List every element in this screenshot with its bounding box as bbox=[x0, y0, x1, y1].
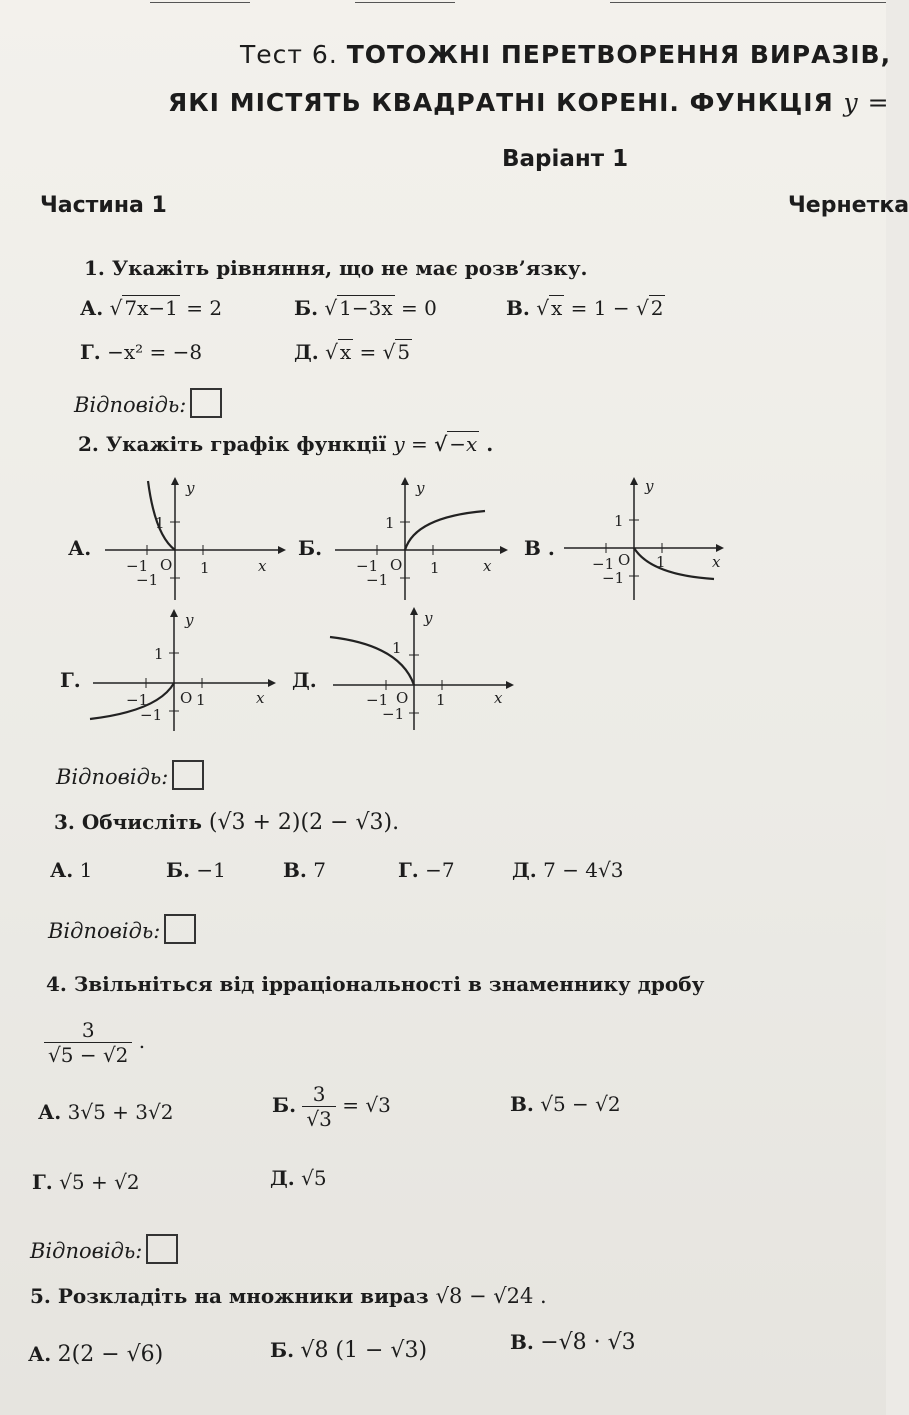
q4-option-d: Г. √5 + √2 bbox=[32, 1170, 140, 1194]
q1-answer-box[interactable] bbox=[190, 388, 222, 418]
question-3-text: 3. Обчисліть (√3 + 2)(2 − √3). bbox=[54, 810, 400, 835]
q3-option-d: Г. −7 bbox=[398, 858, 455, 882]
label-y: y bbox=[186, 479, 195, 497]
q3-option-c: В. 7 bbox=[283, 858, 326, 882]
question-5-text: 5. Розкладіть на множники вираз √8 − √24 . bbox=[30, 1284, 547, 1308]
label-1-x: 1 bbox=[436, 691, 446, 709]
q4-option-a: А. 3√5 + 3√2 bbox=[38, 1100, 174, 1124]
q2-answer-box[interactable] bbox=[172, 760, 204, 790]
label-origin: O bbox=[396, 689, 409, 707]
label-1-x: 1 bbox=[430, 559, 440, 577]
question-1-text: 1. Укажіть рівняння, що не має розв’язку. bbox=[84, 256, 588, 280]
label-1: 1 bbox=[155, 514, 165, 532]
label-neg1: −1 bbox=[356, 557, 379, 575]
q4-option-c: В. √5 − √2 bbox=[510, 1092, 621, 1116]
q1-option-c: В. √ x = 1 − √ 2 bbox=[506, 296, 664, 320]
q4-answer-box[interactable] bbox=[146, 1234, 178, 1264]
header-rule bbox=[355, 2, 455, 3]
q4-answer: Відповідь: bbox=[30, 1234, 178, 1264]
graph-e-label: Д. bbox=[292, 668, 317, 692]
label-neg1: −1 bbox=[126, 557, 149, 575]
label-1: 1 bbox=[392, 639, 402, 657]
q1-option-e: Д. √ x = √ 5 bbox=[294, 340, 411, 364]
label-neg1: −1 bbox=[366, 691, 389, 709]
q4-fraction: $\frac{3}{√5 - √2}$ . bbox=[44, 1018, 145, 1067]
label-y: y bbox=[416, 479, 425, 497]
x-axis-arrow bbox=[500, 546, 508, 554]
label-x: x bbox=[494, 689, 503, 707]
q1-option-d: Г. −x² = −8 bbox=[80, 340, 203, 364]
q5-option-b: Б. √8 (1 − √3) bbox=[270, 1338, 428, 1363]
label-1: 1 bbox=[385, 514, 395, 532]
label-1: 1 bbox=[614, 512, 624, 530]
label-neg1-y: −1 bbox=[602, 569, 625, 587]
graph-e[interactable] bbox=[328, 605, 528, 735]
q1-option-b: Б. √ 1−3x = 0 bbox=[294, 296, 437, 320]
graph-c[interactable] bbox=[556, 475, 736, 605]
label-neg1-y: −1 bbox=[382, 705, 405, 723]
variant-label: Варіант 1 bbox=[502, 146, 629, 172]
y-axis-arrow bbox=[170, 609, 178, 617]
q3-option-a: А. 1 bbox=[50, 858, 93, 882]
label-y: y bbox=[424, 609, 433, 627]
q3-answer-box[interactable] bbox=[164, 914, 196, 944]
label-origin: O bbox=[618, 551, 631, 569]
question-4-text: 4. Звільніться від ірраціональності в знаменнику дробу bbox=[46, 972, 705, 996]
label-neg1-y: −1 bbox=[140, 706, 163, 724]
label-1-x: 1 bbox=[196, 691, 206, 709]
y-axis-arrow bbox=[410, 607, 418, 615]
label-1-x: 1 bbox=[656, 553, 666, 571]
x-axis-arrow bbox=[716, 544, 724, 552]
label-x: x bbox=[256, 689, 265, 707]
y-axis-arrow bbox=[401, 477, 409, 485]
q3-answer: Відповідь: bbox=[48, 914, 196, 944]
part-label: Частина 1 bbox=[40, 193, 167, 218]
label-origin: O bbox=[390, 556, 403, 574]
test-title-line1 bbox=[240, 40, 891, 69]
label-origin: O bbox=[180, 689, 193, 707]
x-axis-arrow bbox=[506, 681, 514, 689]
label-neg1-y: −1 bbox=[136, 571, 159, 589]
label-origin: O bbox=[160, 556, 173, 574]
q2-answer: Відповідь: bbox=[56, 760, 204, 790]
graph-a[interactable] bbox=[100, 475, 300, 605]
q1-answer: Відповідь: bbox=[74, 388, 222, 418]
q4-option-e: Д. √5 bbox=[270, 1166, 327, 1190]
graph-c-curve bbox=[634, 548, 714, 579]
test-title-line2 bbox=[168, 88, 890, 117]
label-1: 1 bbox=[154, 645, 164, 663]
draft-label: Чернетка bbox=[788, 193, 909, 218]
graph-b[interactable] bbox=[330, 475, 530, 605]
label-y: y bbox=[185, 611, 194, 629]
label-x: x bbox=[258, 557, 267, 575]
label-x: x bbox=[712, 553, 721, 571]
graph-c-label: В . bbox=[524, 536, 555, 560]
q5-option-a: А. 2(2 − √6) bbox=[28, 1342, 164, 1367]
question-2-text: 2. Укажіть графік функції y = √ −x . bbox=[78, 432, 494, 456]
test-topic-line2: ЯКІ МІСТЯТЬ КВАДРАТНІ КОРЕНІ. ФУНКЦІЯ bbox=[168, 88, 834, 117]
label-x: x bbox=[483, 557, 492, 575]
q5-option-c: В. −√8 · √3 bbox=[510, 1330, 636, 1355]
test-topic-function: y = bbox=[843, 88, 890, 117]
test-number: Тест 6. bbox=[240, 40, 338, 69]
label-1-x: 1 bbox=[200, 559, 210, 577]
header-rule bbox=[150, 2, 250, 3]
label-neg1: −1 bbox=[126, 691, 149, 709]
q1-option-a: А. √ 7x−1 = 2 bbox=[80, 296, 223, 320]
graph-d[interactable] bbox=[88, 607, 288, 737]
test-topic-line1: ТОТОЖНІ ПЕРЕТВОРЕННЯ ВИРАЗІВ, bbox=[346, 40, 892, 69]
x-axis-arrow bbox=[268, 679, 276, 687]
graph-d-label: Г. bbox=[60, 668, 81, 692]
q3-option-e: Д. 7 − 4√3 bbox=[512, 858, 624, 882]
x-axis-arrow bbox=[278, 546, 286, 554]
graph-b-label: Б. bbox=[298, 536, 323, 560]
header-rule bbox=[610, 2, 886, 3]
label-neg1: −1 bbox=[592, 555, 615, 573]
graph-b-curve bbox=[405, 511, 485, 550]
label-neg1-y: −1 bbox=[366, 571, 389, 589]
y-axis-arrow bbox=[171, 477, 179, 485]
q4-option-b: Б. $\frac{3}{√3}$ = √3 bbox=[272, 1082, 391, 1131]
q3-option-b: Б. −1 bbox=[166, 858, 226, 882]
y-axis-arrow bbox=[630, 477, 638, 485]
label-y: y bbox=[645, 477, 654, 495]
graph-a-label: А. bbox=[68, 536, 92, 560]
